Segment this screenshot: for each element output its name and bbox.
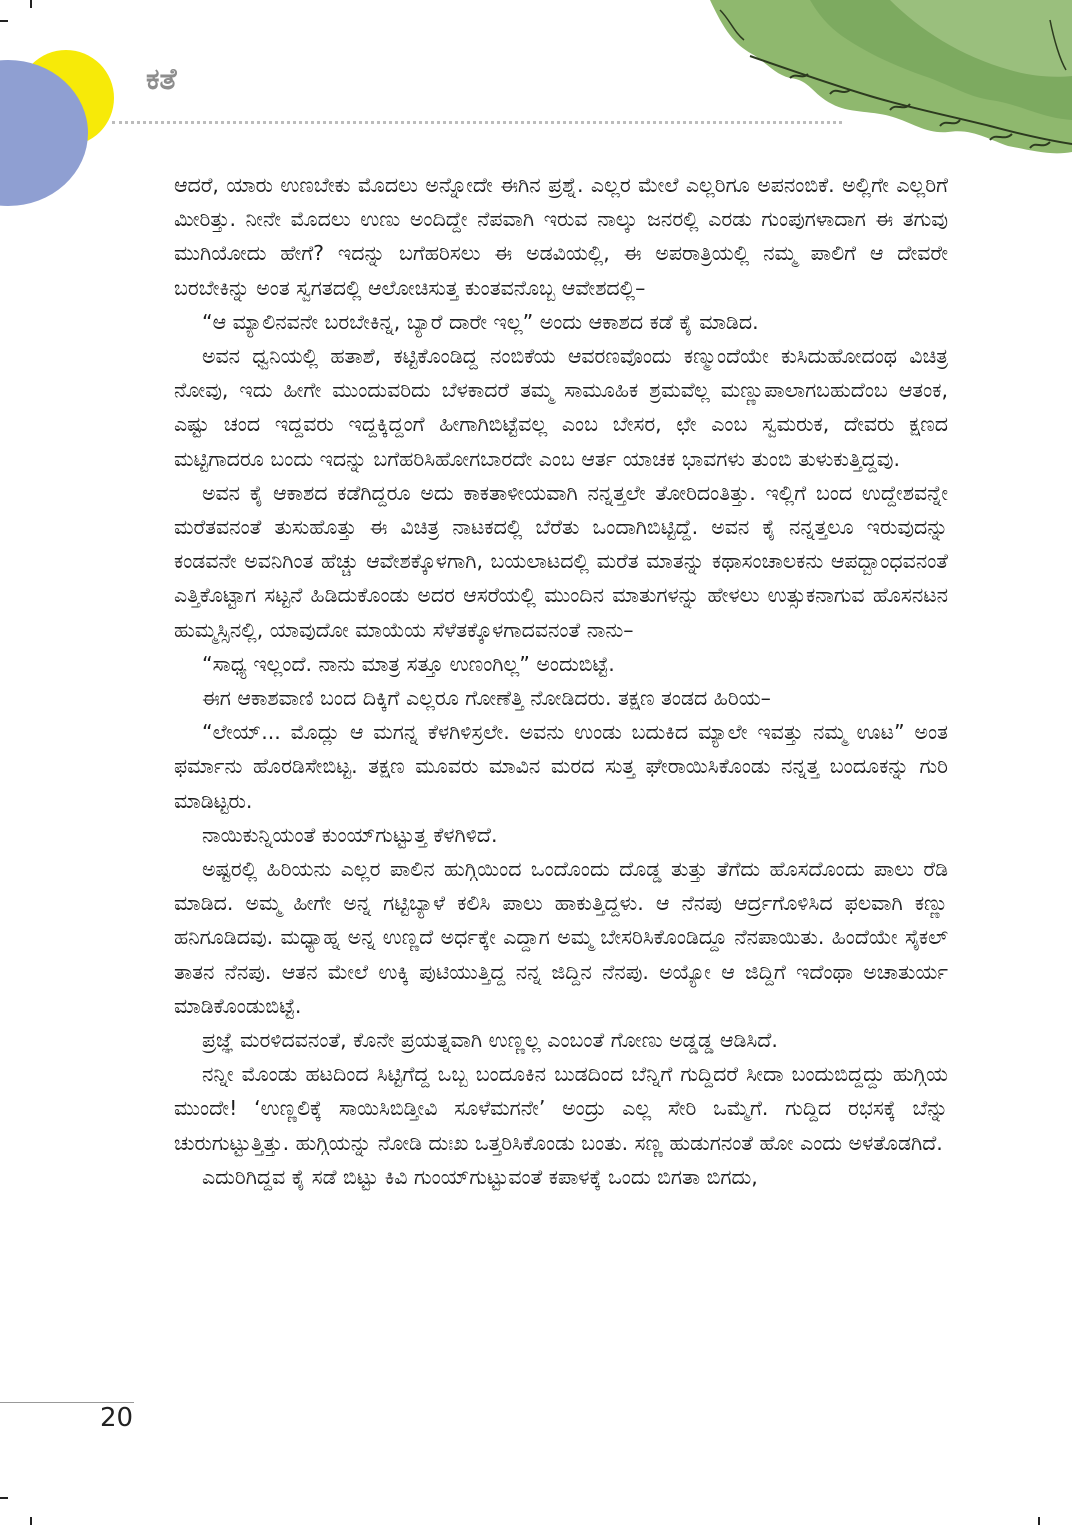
paragraph: “ಆ ಮ್ಯಾಲಿನವನೇ ಬರಬೇಕಿನ್ನ, ಬ್ಯಾರೆ ದಾರೇ ಇಲ್ಲ” ಅಂದು ಆಕಾಶದ ಕಡೆ ಕೈ ಮಾಡಿದ. (202, 309, 759, 334)
crop-mark-top-left-h (0, 20, 8, 22)
story-body (174, 168, 948, 1398)
crop-mark-top-left-v (30, 0, 32, 8)
leaf-illustration (690, 0, 1072, 160)
paragraph: “ಲೇಯ್... ಮೊದ್ಲು ಆ ಮಗನ್ನ ಕೆಳಗಿಳಿಸ್ರಲೇ. ಅವನು ಉಂಡು ಬದುಕಿದ ಮ್ಯಾಲೇ ಇವತ್ತು ನಮ್ಮ ಊಟ” ಅಂತ ಫರ್ಮಾನು ಹೊರಡಿಸೇಬಿಟ್ಟ. ತಕ್ಷಣ ಮೂವರು ಮಾವಿನ ಮರದ ಸುತ್ತ ಘೇರಾಯಿಸಿಕೊಂಡು ನನ್ನತ್ತ ಬಂದೂಕನ್ನು ಗುರಿ ಮಾಡಿಟ್ಟರು. (174, 720, 948, 813)
crop-mark-bottom-left-h (0, 1497, 8, 1499)
paragraph: ನಾಯಿಕುನ್ನಿಯಂತೆ ಕುಂಯ್‌ಗುಟ್ಟುತ್ತ ಕೆಳಗಿಳಿದೆ. (202, 822, 498, 847)
paragraph: ಎದುರಿಗಿದ್ದವ ಕೈ ಸಡೆ ಬಿಟ್ಟು ಕಿವಿ ಗುಂಯ್‌ಗುಟ್ಟುವಂತೆ ಕಪಾಳಕ್ಕೆ ಒಂದು ಬಿಗತಾ ಬಿಗದು, (202, 1164, 758, 1189)
section-title: ಕತೆ (146, 62, 177, 97)
crop-mark-bottom-left-v (30, 1517, 32, 1525)
paragraph: ನನ್ನೀ ಮೊಂಡು ಹಟದಿಂದ ಸಿಟ್ಟಿಗೆದ್ದ ಒಬ್ಬ ಬಂದೂಕಿನ ಬುಡದಿಂದ ಬೆನ್ನಿಗೆ ಗುದ್ದಿದರೆ ಸೀದಾ ಬಂದುಬಿದ್ದದ್ದು ಹುಗ್ಗಿಯ ಮುಂದೇ! ‘ಉಣ್ಣಲಿಕ್ಕೆ ಸಾಯಿಸಿಬಿಡ್ತೀವಿ ಸೂಳೆಮಗನೇ’ ಅಂದ್ರು ಎಲ್ಲ ಸೇರಿ ಒಮ್ಮೆಗೆ. ಗುದ್ದಿದ ರಭಸಕ್ಕೆ ಬೆನ್ನು ಚುರುಗುಟ್ಟುತ್ತಿತ್ತು. ಹುಗ್ಗಿಯನ್ನು ನೋಡಿ ದುಃಖ ಒತ್ತರಿಸಿಕೊಂಡು ಬಂತು. ಸಣ್ಣ ಹುಡುಗನಂತೆ ಹೋ ಎಂದು ಅಳತೊಡಗಿದೆ. (174, 1062, 948, 1155)
paragraph: ಅವನ ಧ್ವನಿಯಲ್ಲಿ ಹತಾಶೆ, ಕಟ್ಟಿಕೊಂಡಿದ್ದ ನಂಬಿಕೆಯ ಆವರಣವೊಂದು ಕಣ್ಮುಂದೆಯೇ ಕುಸಿದುಹೋದಂಥ ವಿಚಿತ್ರ ನೋವು, ಇದು ಹೀಗೇ ಮುಂದುವರಿದು ಬೆಳಕಾದರೆ ತಮ್ಮ ಸಾಮೂಹಿಕ ಶ್ರಮವೆಲ್ಲ ಮಣ್ಣುಪಾಲಾಗಬಹುದೆಂಬ ಆತಂಕ, ಎಷ್ಟು ಚಂದ ಇದ್ದವರು ಇದ್ದಕ್ಕಿದ್ದಂಗೆ ಹೀಗಾಗಿಬಿಟ್ಟೆವಲ್ಲ ಎಂಬ ಬೇಸರ, ಛೇ ಎಂಬ ಸ್ವಮರುಕ, ದೇವರು ಕ್ಷಣದ ಮಟ್ಟಿಗಾದರೂ ಬಂದು ಇದನ್ನು ಬಗೆಹರಿಸಿಹೋಗಬಾರದೇ ಎಂಬ ಆರ್ತ ಯಾಚಕ ಭಾವಗಳು ತುಂಬಿ ತುಳುಕುತ್ತಿದ್ದವು. (174, 344, 948, 471)
paragraph: ಅಷ್ಟರಲ್ಲಿ ಹಿರಿಯನು ಎಲ್ಲರ ಪಾಲಿನ ಹುಗ್ಗಿಯಿಂದ ಒಂದೊಂದು ದೊಡ್ಡ ತುತ್ತು ತೆಗೆದು ಹೊಸದೊಂದು ಪಾಲು ರೆಡಿ ಮಾಡಿದ. ಅಮ್ಮ ಹೀಗೇ ಅನ್ನ ಗಟ್ಟಿಬ್ಯಾಳೆ ಕಲಿಸಿ ಪಾಲು ಹಾಕುತ್ತಿದ್ದಳು. ಆ ನೆನಪು ಆರ್ದ್ರಗೊಳಿಸಿದ ಫಲವಾಗಿ ಕಣ್ಣು ಹನಿಗೂಡಿದವು. ಮಧ್ಯಾಹ್ನ ಅನ್ನ ಉಣ್ಣದೆ ಅರ್ಧಕ್ಕೇ ಎದ್ದಾಗ ಅಮ್ಮ ಬೇಸರಿಸಿಕೊಂಡಿದ್ದೂ ನೆನಪಾಯಿತು. ಹಿಂದೆಯೇ ಸೈಕಲ್ ತಾತನ ನೆನಪು. ಆತನ ಮೇಲೆ ಉಕ್ಕಿ ಪುಟಿಯುತ್ತಿದ್ದ ನನ್ನ ಜಿದ್ದಿನ ನೆನಪು. ಅಯ್ಯೋ ಆ ಜಿದ್ದಿಗೆ ಇದೆಂಥಾ ಅಚಾತುರ್ಯ ಮಾಡಿಕೊಂಡುಬಿಟ್ಟೆ. (174, 857, 948, 1018)
page-number: 20 (100, 1403, 134, 1433)
paragraph: ಈಗ ಆಕಾಶವಾಣಿ ಬಂದ ದಿಕ್ಕಿಗೆ ಎಲ್ಲರೂ ಗೋಣೆತ್ತಿ ನೋಡಿದರು. ತಕ್ಷಣ ತಂಡದ ಹಿರಿಯ– (202, 686, 771, 711)
crop-mark-bottom-right-v (1038, 1517, 1040, 1525)
paragraph: ಆದರೆ, ಯಾರು ಉಣಬೇಕು ಮೊದಲು ಅನ್ನೋದೇ ಈಗಿನ ಪ್ರಶ್ನೆ. ಎಲ್ಲರ ಮೇಲೆ ಎಲ್ಲರಿಗೂ ಅಪನಂಬಿಕೆ. ಅಲ್ಲಿಗೇ ಎಲ್ಲರಿಗೆ ಮೀರಿತ್ತು. ನೀನೇ ಮೊದಲು ಉಣು ಅಂದಿದ್ದೇ ನೆಪವಾಗಿ ಇರುವ ನಾಲ್ಕು ಜನರಲ್ಲಿ ಎರಡು ಗುಂಪುಗಳಾದಾಗ ಈ ತಗುವು ಮುಗಿಯೋದು ಹೇಗೆ? ಇದನ್ನು ಬಗೆಹರಿಸಲು ಈ ಅಡವಿಯಲ್ಲಿ, ಈ ಅಪರಾತ್ರಿಯಲ್ಲಿ ನಮ್ಮ ಪಾಲಿಗೆ ಆ ದೇವರೇ ಬರಬೇಕಿನ್ನು ಅಂತ ಸ್ವಗತದಲ್ಲಿ ಆಲೋಚಿಸುತ್ತ ಕುಂತವನೊಬ್ಬ ಆವೇಶದಲ್ಲಿ– (174, 173, 948, 300)
paragraph: ಅವನ ಕೈ ಆಕಾಶದ ಕಡೆಗಿದ್ದರೂ ಅದು ಕಾಕತಾಳೀಯವಾಗಿ ನನ್ನತ್ತಲೇ ತೋರಿದಂತಿತ್ತು. ಇಲ್ಲಿಗೆ ಬಂದ ಉದ್ದೇಶವನ್ನೇ ಮರೆತವನಂತೆ ತುಸುಹೊತ್ತು ಈ ವಿಚಿತ್ರ ನಾಟಕದಲ್ಲಿ ಬೆರೆತು ಒಂದಾಗಿಬಿಟ್ಟಿದ್ದೆ. ಅವನ ಕೈ ನನ್ನತ್ತಲೂ ಇರುವುದನ್ನು ಕಂಡವನೇ ಅವನಿಗಿಂತ ಹೆಚ್ಚು ಆವೇಶಕ್ಕೊಳಗಾಗಿ, ಬಯಲಾಟದಲ್ಲಿ ಮರೆತ ಮಾತನ್ನು ಕಥಾಸಂಚಾಲಕನು ಆಪದ್ಬಾಂಧವನಂತೆ ಎತ್ತಿಕೊಟ್ಟಾಗ ಸಟ್ಟನೆ ಹಿಡಿದುಕೊಂಡು ಅದರ ಆಸರೆಯಲ್ಲಿ ಮುಂದಿನ ಮಾತುಗಳನ್ನು ಹೇಳಲು ಉತ್ಸುಕನಾಗುವ ಹೊಸನಟನ ಹುಮ್ಮಸ್ಸಿನಲ್ಲಿ, ಯಾವುದೋ ಮಾಯೆಯ ಸೆಳೆತಕ್ಕೊಳಗಾದವನಂತೆ ನಾನು– (174, 480, 948, 642)
paragraph: “ಸಾಧ್ಯ ಇಲ್ಲಂದೆ. ನಾನು ಮಾತ್ರ ಸತ್ತೂ ಉಣಂಗಿಲ್ಲ” ಅಂದುಬಿಟ್ಟೆ. (202, 651, 615, 676)
paragraph: ಪ್ರಜ್ಞೆ ಮರಳಿದವನಂತೆ, ಕೊನೇ ಪ್ರಯತ್ನವಾಗಿ ಉಣ್ಣಲ್ಲ ಎಂಬಂತೆ ಗೋಣು ಅಡ್ಡಡ್ಡ ಆಡಿಸಿದೆ. (202, 1028, 778, 1053)
header-dotted-divider (112, 121, 842, 124)
